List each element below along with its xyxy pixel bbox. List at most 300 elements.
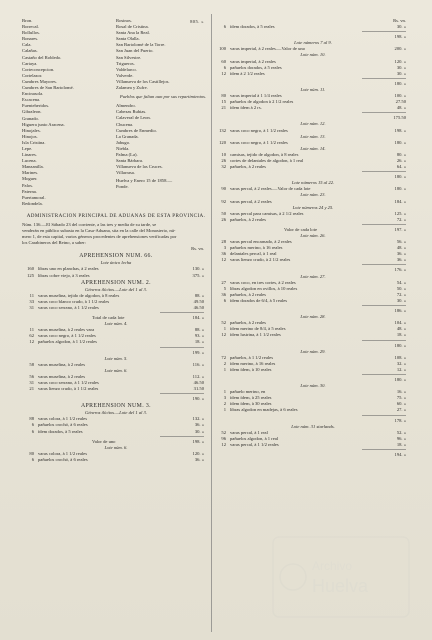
item-description: ídem merino de 8/4, à 5 reales bbox=[230, 326, 286, 332]
lot-subheading: Géneros ilícitos.—Lote del 1 al 3. bbox=[85, 286, 147, 292]
sum-rule bbox=[362, 31, 406, 32]
item-quantity: 11 bbox=[29, 327, 34, 333]
date-line: Huelva y Enero 15 de 1858.— bbox=[116, 178, 173, 184]
lot-item bbox=[214, 332, 412, 338]
town-name: Hinojos. bbox=[22, 133, 38, 139]
auction-entries-right bbox=[214, 24, 412, 458]
town-name: Fuenteheridos. bbox=[22, 103, 50, 109]
item-amount: 18. » bbox=[396, 332, 406, 338]
item-quantity: 12 bbox=[221, 70, 226, 76]
item-quantity: 160 bbox=[27, 266, 34, 272]
town-name: Encinasola. bbox=[22, 91, 44, 97]
town-name: Santa Bárbara. bbox=[116, 158, 144, 164]
lot-total-amount: 180. » bbox=[394, 342, 406, 348]
lot-item bbox=[214, 217, 412, 223]
sum-rule bbox=[362, 171, 406, 172]
sum-rule bbox=[362, 264, 406, 265]
left-column bbox=[22, 18, 210, 463]
item-quantity: 21 bbox=[221, 105, 226, 111]
item-quantity: 36 bbox=[221, 291, 226, 297]
item-description: varas coco, en tres cortes, à 2 reales bbox=[230, 279, 296, 285]
signature: Ponde. bbox=[116, 184, 129, 190]
town-name: Santa Ana la Real. bbox=[116, 30, 150, 36]
lot-item bbox=[22, 386, 210, 392]
item-amount: 375. » bbox=[192, 272, 204, 278]
lot-subheading: Lote núm. 5. bbox=[104, 355, 128, 361]
item-description: ídem dorados, à 5 reales bbox=[230, 24, 275, 30]
item-quantity: 2 bbox=[223, 360, 226, 366]
town-name: Bollullos. bbox=[22, 30, 40, 36]
item-quantity: 12 bbox=[221, 441, 226, 447]
notice-line: los Carabineros del Reino, a saber: bbox=[22, 240, 87, 246]
item-description: pañuelos, à 2 reales bbox=[230, 216, 266, 222]
town-name: Villarrasa. bbox=[116, 170, 135, 176]
item-description: varas muselina, tejido de algodon, à 8 reales bbox=[38, 292, 120, 298]
town-name: San Juan del Puerto. bbox=[116, 48, 154, 54]
item-amount: 36. » bbox=[396, 251, 406, 257]
item-amount: 72. » bbox=[396, 216, 406, 222]
lot-subheading: Lote único lecha bbox=[100, 260, 132, 266]
town-name: Villanueva de los Castillejos. bbox=[116, 78, 170, 84]
item-quantity: 3 bbox=[223, 245, 226, 251]
item-amount: 16. » bbox=[396, 389, 406, 395]
item-amount: 56. » bbox=[396, 239, 406, 245]
item-quantity: 56 bbox=[29, 373, 34, 379]
item-description: varas muselina, à 2 reales bbox=[38, 373, 86, 379]
lot-total-amount: 197. » bbox=[394, 226, 406, 232]
item-quantity: 88 bbox=[29, 416, 34, 422]
item-description: varas imperial, à 2 reales bbox=[230, 58, 276, 64]
town-name: Almendro. bbox=[116, 103, 136, 109]
item-quantity: 60 bbox=[221, 58, 226, 64]
sum-rule bbox=[362, 112, 406, 113]
item-amount: 36. » bbox=[194, 456, 204, 462]
item-amount: 198. » bbox=[394, 127, 406, 133]
item-amount: 30. » bbox=[396, 70, 406, 76]
item-description: ídem ídem à 2 rs. bbox=[230, 105, 262, 111]
item-quantity: 96 bbox=[221, 435, 226, 441]
lot-subheading: Lote núm. 11. bbox=[300, 86, 326, 92]
item-amount: 104. » bbox=[394, 320, 406, 326]
item-quantity: 132 bbox=[219, 127, 226, 133]
lot-total bbox=[214, 452, 412, 458]
item-amount: 120. » bbox=[394, 58, 406, 64]
lot-total-label: Total de cada lote bbox=[92, 315, 125, 321]
item-amount: 27.50 bbox=[395, 99, 406, 105]
town-list-b bbox=[116, 18, 210, 207]
lot-subheading: Lote núm. 6. bbox=[104, 444, 128, 450]
lot-subheading: Géneros ilícitos.—Lote del 1 al 3. bbox=[85, 410, 147, 416]
item-description: pañuelos algodon, à 1 real bbox=[230, 435, 279, 441]
town-list-b-heading: Pueblos que faltan aun por sus repartimientos. bbox=[119, 94, 207, 100]
item-description: pañuelos, à 2 reales bbox=[230, 164, 266, 170]
item-quantity: 21 bbox=[29, 386, 34, 392]
item-description: pañuelo merino, en bbox=[230, 389, 266, 395]
item-quantity: 6 bbox=[31, 428, 34, 434]
town-name: Cumbres Mayores. bbox=[22, 78, 57, 84]
item-quantity: 6 bbox=[31, 422, 34, 428]
item-description: camisas, tejido de algodon, à 8 reales bbox=[230, 151, 299, 157]
lot-subheading: Lote núm. 13. bbox=[300, 133, 326, 139]
item-description: varas muselina, à 2 reales vara bbox=[38, 327, 95, 333]
item-quantity: 15 bbox=[221, 99, 226, 105]
notice-line: Núm. 136.—El Sábado 23 del corriente, a las tres y media de su tarde, se bbox=[22, 221, 157, 227]
column-divider bbox=[211, 14, 212, 632]
item-amount: 72. » bbox=[396, 291, 406, 297]
item-quantity: 1 bbox=[223, 389, 226, 395]
lot-total-amount: 175.50 bbox=[393, 115, 406, 121]
item-amount: 108. » bbox=[394, 354, 406, 360]
lot-item bbox=[214, 164, 412, 170]
item-quantity: 100 bbox=[219, 46, 226, 52]
lot-item bbox=[214, 442, 412, 448]
item-description: varas coco negro, à 1 1/2 reales bbox=[230, 127, 288, 133]
town-name: Cabezas Rubias. bbox=[116, 109, 147, 115]
item-description: varas percal encarnado, à 2 reales bbox=[230, 239, 292, 245]
item-description: varas coco serrano, à 1 1/2 reales bbox=[38, 379, 99, 385]
town-name: Valverde. bbox=[116, 72, 134, 78]
item-amount: 130. » bbox=[192, 266, 204, 272]
town-name: Palma (La). bbox=[116, 151, 138, 157]
lot-total-label: Valor de cada lote bbox=[284, 226, 318, 232]
item-description: pañuelos crochó, à 6 reales bbox=[38, 456, 88, 462]
lot-subheading: Lote núm. 14. bbox=[300, 145, 326, 151]
town-name: San Silvestre. bbox=[116, 54, 142, 60]
town-name: Escacena. bbox=[22, 97, 41, 103]
item-amount: 26. » bbox=[396, 157, 406, 163]
lot-item bbox=[214, 24, 412, 30]
item-amount: 27. » bbox=[396, 407, 406, 413]
town-name: Cumbres de Enmedio. bbox=[116, 127, 157, 133]
sum-rule bbox=[362, 340, 406, 341]
lot-subheading: Lote núm. 23. bbox=[300, 192, 326, 198]
item-quantity: 6 bbox=[223, 297, 226, 303]
town-name: Cala. bbox=[22, 42, 32, 48]
item-description: pañuelos, à 1 1/2 reales bbox=[230, 354, 273, 360]
apprehension-heading-text: APREHENSION NUM. 2. bbox=[80, 279, 152, 286]
apprehension-heading-text: APREHENSION NUM. 66. bbox=[79, 253, 153, 260]
item-amount: 60. » bbox=[396, 401, 406, 407]
item-amount: 184. » bbox=[394, 198, 406, 204]
sum-rule bbox=[362, 78, 406, 79]
item-description: ídem lustrina, à 1 1/2 reales bbox=[230, 332, 281, 338]
lot-subheading: Lote núm. 28. bbox=[300, 314, 326, 320]
item-description: ídem ídem, à 25 reales bbox=[230, 395, 272, 401]
item-amount: 54. » bbox=[396, 279, 406, 285]
item-amount: 46.50 bbox=[193, 379, 204, 385]
apprehension-heading bbox=[22, 252, 210, 260]
apprehension-heading bbox=[22, 402, 210, 410]
town-name: Granado. bbox=[22, 115, 39, 121]
sum-rule bbox=[160, 312, 204, 313]
town-name: Manzanilla. bbox=[22, 164, 44, 170]
town-name: Corteconcepcion. bbox=[22, 66, 55, 72]
item-description: pañuelos, à 2 reales bbox=[230, 320, 266, 326]
item-amount: 48. » bbox=[396, 105, 406, 111]
item-quantity: 52 bbox=[221, 320, 226, 326]
town-name: Rosal de Cristina. bbox=[116, 24, 149, 30]
item-amount: 75. » bbox=[396, 395, 406, 401]
town-name: Palos. bbox=[22, 182, 34, 188]
item-quantity: 1 bbox=[223, 326, 226, 332]
lot-subheading: Lote núm. 27. bbox=[300, 273, 326, 279]
item-quantity: 12 bbox=[221, 332, 226, 338]
lot-subheading: Lote núm. 31 starlands. bbox=[291, 423, 335, 429]
item-description: varas percal, à 1 1/2 reales bbox=[230, 441, 279, 447]
town-list-a bbox=[22, 18, 116, 207]
lot-item bbox=[214, 71, 412, 77]
item-description: varas imperial à 1 1/4 reales bbox=[230, 93, 282, 99]
lot-total-amount: 178. » bbox=[394, 417, 406, 423]
currency-label: Rs. vn. bbox=[191, 246, 204, 252]
lot-item bbox=[22, 339, 210, 345]
item-description: varas percal, à 1 real bbox=[230, 429, 268, 435]
lot-item bbox=[22, 429, 210, 435]
town-name: Bron. bbox=[22, 18, 33, 23]
lot-subheading: Lote núm. 29. bbox=[300, 348, 326, 354]
town-name: Borrecal. bbox=[22, 24, 39, 30]
item-quantity: 3 bbox=[223, 395, 226, 401]
item-quantity: 6 bbox=[223, 24, 226, 30]
item-description: pañuelos, à 2 reales bbox=[230, 291, 266, 297]
lot-subheading: Lote núm. 4. bbox=[104, 321, 128, 327]
item-amount: 46.50 bbox=[193, 304, 204, 310]
town-name: Calaveral de Leon. bbox=[116, 115, 151, 121]
admin-title: ADMINISTRACION PRINCIPAL DE ADUANAS DE ESTA PROVINCIA. bbox=[26, 212, 206, 219]
item-quantity: 6 bbox=[31, 456, 34, 462]
item-amount: 200. » bbox=[394, 46, 406, 52]
item-amount: 18. » bbox=[194, 339, 204, 345]
lot-item bbox=[22, 273, 210, 279]
lot-total-amount: 194. » bbox=[394, 452, 406, 457]
item-description: libras cobre viejo, à 3 reales bbox=[38, 272, 90, 278]
town-name: Calañas. bbox=[22, 48, 38, 54]
item-amount: 120. » bbox=[192, 450, 204, 456]
item-amount: 48. » bbox=[396, 245, 406, 251]
item-amount: 36. » bbox=[396, 257, 406, 263]
item-description: ídem ídem, à 10 reales bbox=[230, 366, 272, 372]
item-amount: 64. » bbox=[396, 164, 406, 170]
item-description: varas lienzo crudo, à 2 1/2 reales bbox=[230, 257, 291, 263]
right-column bbox=[214, 18, 412, 458]
item-quantity: 6 bbox=[223, 64, 226, 70]
town-name: Moguer. bbox=[22, 176, 38, 182]
item-amount: 88. » bbox=[194, 327, 204, 333]
lot-item bbox=[214, 407, 412, 413]
heading-amount: 805. » bbox=[190, 19, 204, 24]
lot-subheading: Lote números 15 al 22. bbox=[291, 180, 335, 186]
item-quantity: 120 bbox=[219, 139, 226, 145]
item-quantity: 72 bbox=[221, 354, 226, 360]
item-quantity: 50 bbox=[221, 210, 226, 216]
item-quantity: 10 bbox=[221, 151, 226, 157]
item-description: libras uno en planchas, à 2 reales bbox=[38, 266, 99, 272]
sum-rule bbox=[362, 305, 406, 306]
lot-total-amount: 180. » bbox=[394, 174, 406, 180]
item-amount: 32. » bbox=[396, 360, 406, 366]
item-description: varas coco negro, à 1 1/2 reales bbox=[230, 139, 288, 145]
town-list-block bbox=[22, 18, 210, 207]
lot-item bbox=[22, 457, 210, 463]
item-amount: 180. » bbox=[394, 186, 406, 192]
town-name: Cumbres de San Bartolomé. bbox=[22, 85, 74, 91]
town-name: La Granada. bbox=[116, 133, 139, 139]
item-quantity: 11 bbox=[29, 292, 34, 298]
item-amount: 48. » bbox=[396, 326, 406, 332]
lot-item bbox=[214, 105, 412, 111]
town-name: Paterna. bbox=[22, 188, 37, 194]
item-amount: 93. » bbox=[194, 333, 204, 339]
town-list-b-2 bbox=[116, 103, 210, 176]
item-description: ídem ídem, à 30 reales bbox=[230, 401, 272, 407]
town-name: Niebla. bbox=[116, 145, 130, 151]
item-quantity: 1 bbox=[223, 407, 226, 413]
lot-subheading: Lote números 7 al 9. bbox=[294, 40, 332, 46]
item-amount: 31.50 bbox=[193, 386, 204, 392]
item-quantity: 2 bbox=[223, 401, 226, 407]
item-quantity: 36 bbox=[221, 251, 226, 257]
item-description: varas percal para camisas, à 2 1/2 reales bbox=[230, 210, 304, 216]
archive-watermark-logo bbox=[272, 536, 410, 618]
item-description: varas percal, à 2 reales bbox=[230, 198, 272, 204]
lot-subheading: Lote núm. 30. bbox=[300, 383, 326, 389]
lot-total-amount: 186. » bbox=[394, 308, 406, 314]
item-quantity: 26 bbox=[221, 157, 226, 163]
item-description: pañuelos merino, à 16 reales bbox=[230, 245, 283, 251]
item-amount: 96. » bbox=[396, 435, 406, 441]
item-quantity: 92 bbox=[221, 198, 226, 204]
item-description: varas imperial, à 2 reales.—Valor de uno bbox=[230, 46, 306, 52]
town-name: Zalamea y Zufre. bbox=[116, 85, 148, 91]
item-amount: 30. » bbox=[396, 64, 406, 70]
lot-subheading: Lote núm. 12. bbox=[300, 121, 326, 127]
lot-subheading: Lote núm. 10. bbox=[300, 52, 326, 58]
item-description: varas lienzo crudo, à 1 1/2 reales bbox=[38, 386, 99, 392]
svg-text:Archivo: Archivo bbox=[312, 559, 353, 573]
lot-item bbox=[22, 305, 210, 311]
lot-subheading: Lote núm. 26. bbox=[300, 233, 326, 238]
item-quantity: 31 bbox=[29, 304, 34, 310]
sum-rule bbox=[362, 374, 406, 375]
item-quantity: 12 bbox=[29, 339, 34, 345]
sum-rule bbox=[362, 224, 406, 225]
item-description: pañuelos dorados, à 5 reales bbox=[230, 64, 282, 70]
item-quantity: 28 bbox=[221, 239, 226, 245]
item-description: pañuelos crochó, à 6 reales bbox=[38, 422, 88, 428]
lot-total-amount: 198. » bbox=[192, 438, 204, 444]
town-name: Marines. bbox=[22, 170, 39, 176]
item-amount: 180. » bbox=[394, 139, 406, 145]
item-quantity: 26 bbox=[221, 216, 226, 222]
lot-item bbox=[214, 298, 412, 304]
town-name: Trigueros. bbox=[116, 60, 135, 66]
item-quantity: 125 bbox=[27, 272, 34, 278]
item-amount: 125. » bbox=[394, 210, 406, 216]
town-name: Cortelazor. bbox=[22, 72, 43, 78]
item-quantity: 32 bbox=[221, 164, 226, 170]
item-description: varas percal, à 2 reales.—Valor de cada lote bbox=[230, 186, 311, 192]
item-description: cortes de delantales de algodon, à 1 real bbox=[230, 157, 304, 163]
item-amount: 116. » bbox=[192, 361, 204, 367]
currency-label-right: Rs. vn. bbox=[393, 18, 406, 23]
item-quantity: 80 bbox=[221, 93, 226, 99]
apprehension-heading-text: APREHENSION NUM. 3. bbox=[80, 403, 152, 410]
item-description: libras algodon en ovillos, à 10 reales bbox=[230, 285, 298, 291]
item-description: varas coco negro, à 1 1/2 reales bbox=[38, 333, 96, 339]
item-description: varas coco blanco crudo, à 1 1/2 reales bbox=[38, 298, 110, 304]
item-description: pañuelos de algodon à 2 1/2 reales bbox=[230, 99, 294, 105]
sum-rule bbox=[160, 436, 204, 437]
town-name: Chucena. bbox=[116, 121, 134, 127]
item-quantity: 12 bbox=[221, 257, 226, 263]
town-name: Jabugo. bbox=[116, 139, 131, 145]
item-amount: 12. » bbox=[396, 366, 406, 372]
item-quantity: 90 bbox=[221, 186, 226, 192]
item-description: ídem merino, à 16 reales bbox=[230, 360, 276, 366]
lot-total-amount: 176. » bbox=[394, 267, 406, 273]
item-quantity: 5 bbox=[223, 285, 226, 291]
item-quantity: 80 bbox=[29, 450, 34, 456]
item-description: ídem dorados de 6/4, à 5 reales bbox=[230, 297, 288, 303]
item-description: varas colora, à 1 1/2 reales bbox=[38, 450, 87, 456]
town-name: Bonares. bbox=[22, 36, 39, 42]
sum-rule bbox=[362, 415, 406, 416]
svg-text:Huelva: Huelva bbox=[312, 576, 369, 596]
item-quantity: 27 bbox=[221, 279, 226, 285]
town-name: Gibraleon. bbox=[22, 109, 42, 115]
lot-subheading: Lote núm. 6. bbox=[104, 367, 128, 373]
town-name: Puertamoral. bbox=[22, 194, 46, 200]
item-amount: 30. » bbox=[194, 428, 204, 434]
item-quantity: 58 bbox=[29, 361, 34, 367]
town-name: Hinojales. bbox=[22, 127, 41, 133]
item-amount: 80. » bbox=[396, 151, 406, 157]
item-amount: 88. » bbox=[194, 292, 204, 298]
lot-item bbox=[214, 367, 412, 373]
town-name: Linares. bbox=[22, 152, 37, 158]
item-description: varas colora, à 1 1/2 reales bbox=[38, 416, 87, 422]
item-amount: 100. » bbox=[394, 93, 406, 99]
town-name: Valdelarco. bbox=[116, 66, 137, 72]
lot-total-amount: 199. » bbox=[192, 349, 204, 355]
town-name: Santa Olalla. bbox=[116, 36, 140, 42]
sum-rule bbox=[160, 393, 204, 394]
lot-total-amount: 190. » bbox=[192, 396, 204, 402]
item-quantity: 62 bbox=[29, 333, 34, 339]
notice-paragraph bbox=[22, 222, 210, 246]
town-name: Lepe. bbox=[22, 145, 33, 151]
item-quantity: 31 bbox=[29, 379, 34, 385]
town-name: Cartaya. bbox=[22, 60, 38, 66]
item-amount: 132. » bbox=[192, 416, 204, 422]
item-description: delantales percal, à 1 real bbox=[230, 251, 277, 257]
town-name: Higuera junto Aracena. bbox=[22, 121, 65, 127]
town-name: San Bartolomé de la Torre. bbox=[116, 42, 166, 48]
town-name: Castaño del Robledo. bbox=[22, 54, 62, 60]
lot-total-amount: 198. » bbox=[394, 34, 406, 40]
town-name: Villanueva de las Cruces. bbox=[116, 164, 163, 170]
item-amount: 36. » bbox=[194, 422, 204, 428]
item-amount: 50. » bbox=[396, 285, 406, 291]
town-list-b-1 bbox=[116, 18, 210, 91]
item-quantity: 52 bbox=[221, 429, 226, 435]
item-amount: 30. » bbox=[396, 297, 406, 303]
lot-total-label: Valor de uno bbox=[92, 438, 116, 444]
town-name: Redondela. bbox=[22, 200, 43, 206]
item-description: varas muselina, à 2 reales bbox=[38, 361, 86, 367]
lot-total-amount: 184. » bbox=[192, 315, 204, 321]
item-description: varas coco serrano, à 1 1/2 reales bbox=[38, 304, 99, 310]
